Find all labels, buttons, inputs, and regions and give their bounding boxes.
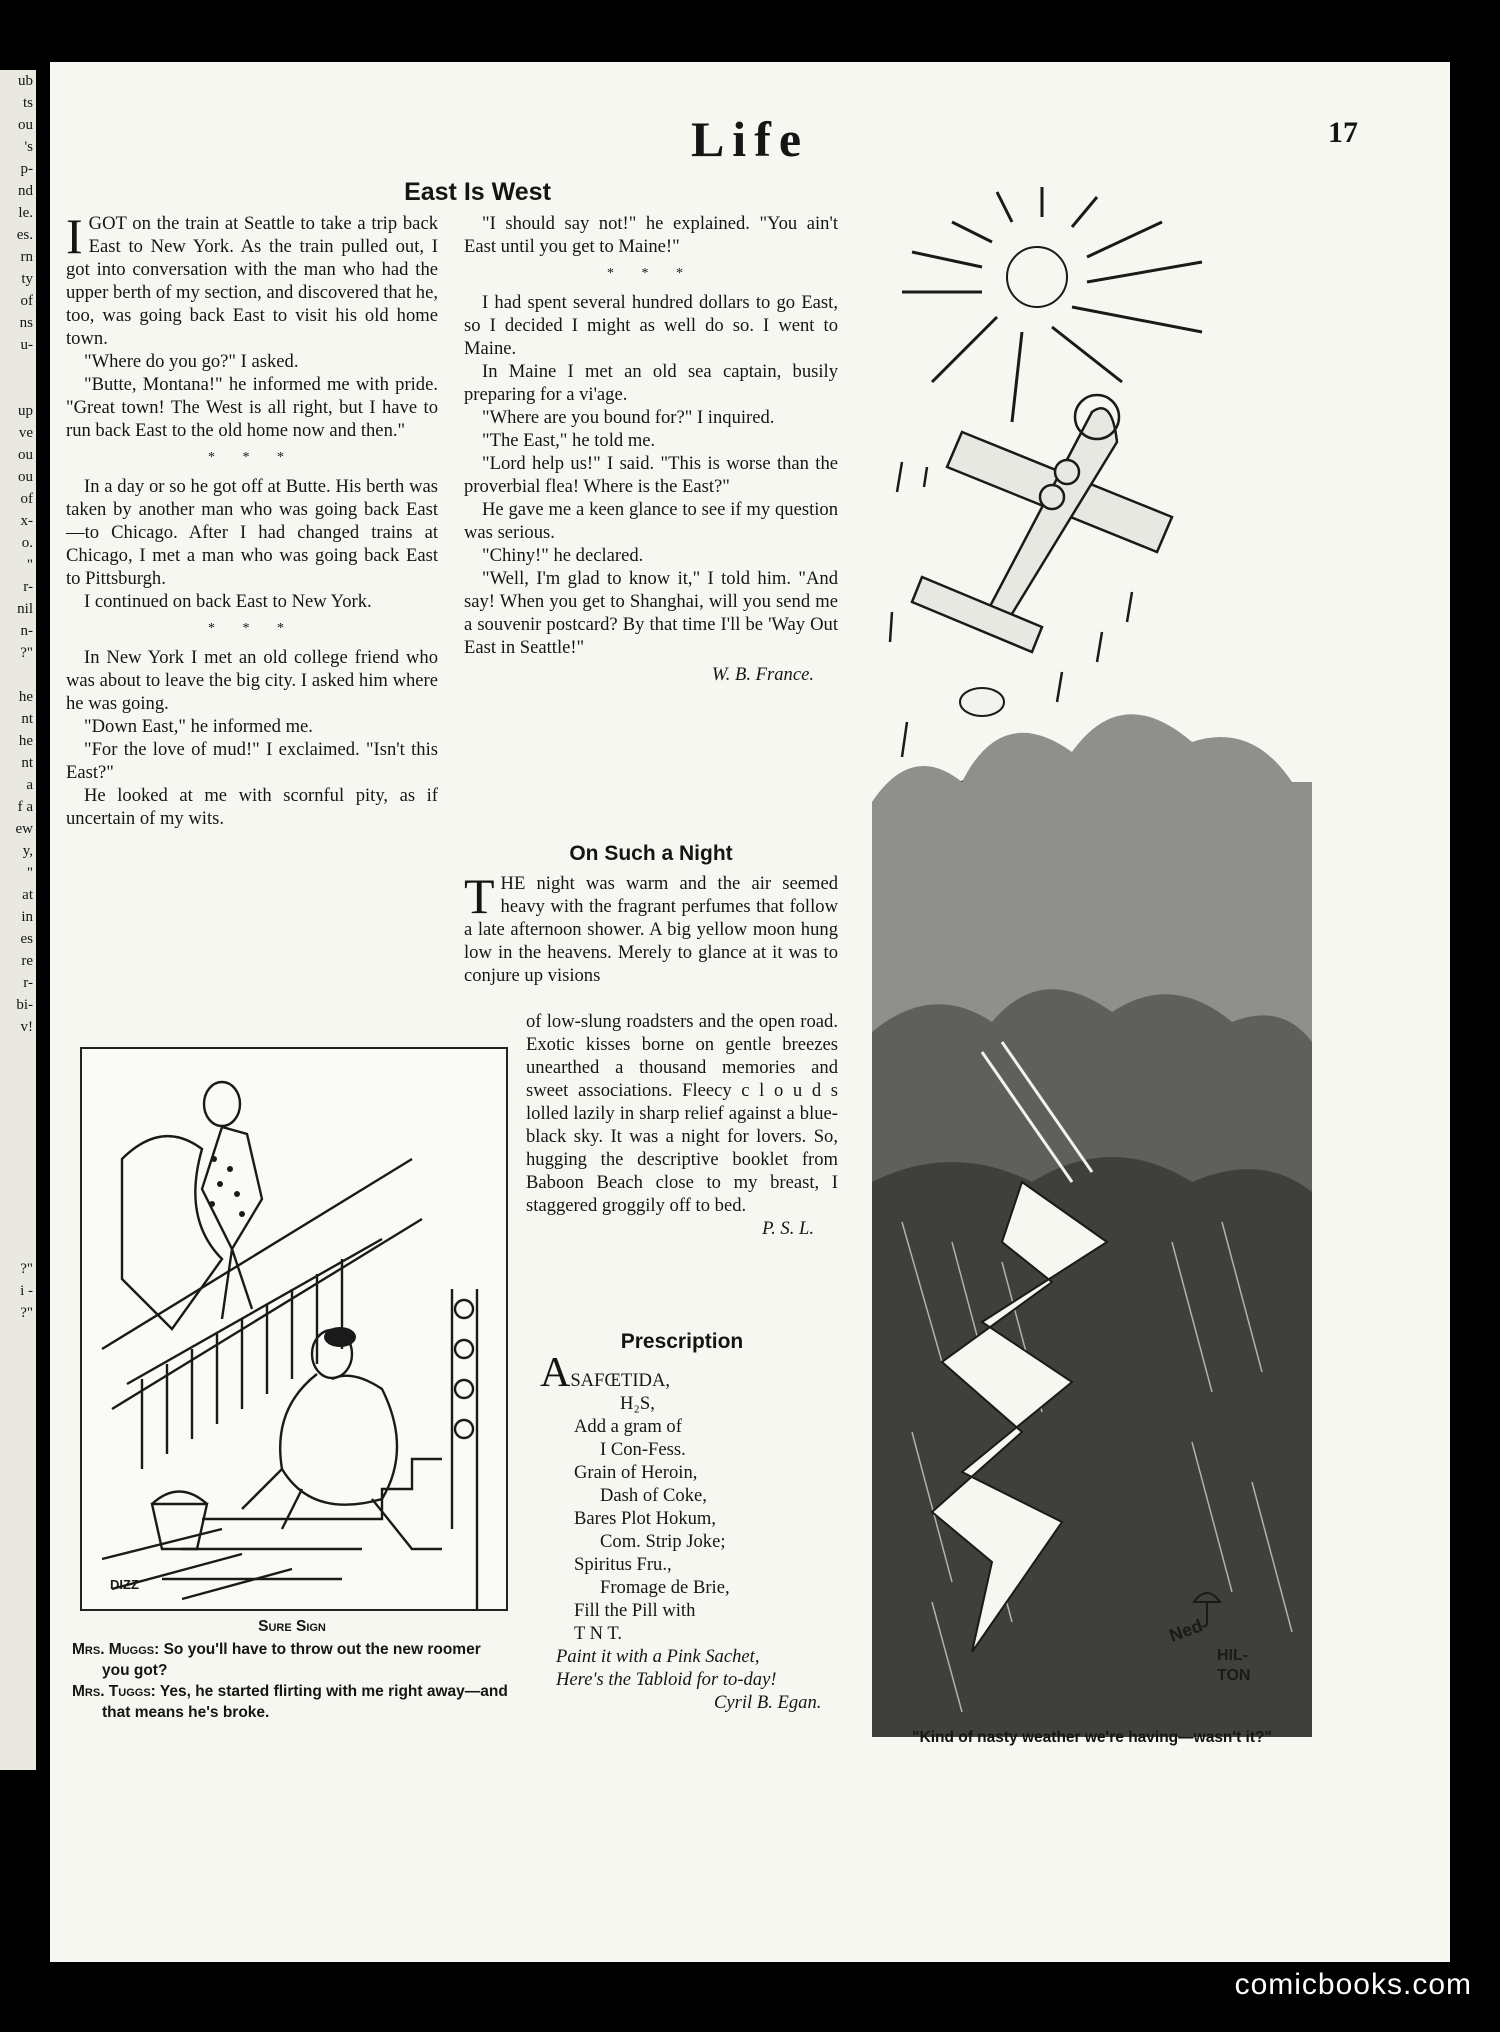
article-paragraph — [464, 498, 838, 544]
article-title-east-is-west: East Is West — [404, 178, 551, 206]
dropcap-a: A — [540, 1350, 571, 1396]
adjacent-page-fragment — [0, 664, 36, 686]
adjacent-page-fragment: he — [18, 689, 33, 705]
adjacent-page-fragment: ?" — [20, 645, 33, 661]
section-divider-stars: * * * — [208, 621, 296, 636]
adjacent-page-fragment: bi- — [16, 997, 33, 1013]
article-column-2 — [464, 212, 838, 686]
article-paragraph — [464, 429, 838, 452]
prescription-poem — [540, 1350, 864, 1714]
adjacent-page-fragment: ts — [22, 95, 33, 111]
paragraph-text: "Where do you go?" I asked. — [84, 351, 299, 372]
cartoon-sure-sign-caption — [72, 1616, 512, 1723]
adjacent-page-fragment: of — [20, 491, 33, 507]
paragraph-text: In New York I met an old college friend who was about to leave the big city. I asked him where he was going. — [66, 647, 438, 714]
paragraph-text: GOT on the train at Seattle to take a trip back East to New York. As the train pulled out, I got into conversation with the man who had the upper berth of my section, and discovered that he, too, was going back East to visit his old home town. — [66, 213, 438, 349]
adjacent-page-fragment: re — [21, 953, 33, 969]
caption-speaker: Mrs. Tuggs: — [72, 1683, 156, 1700]
article-paragraph — [66, 475, 438, 590]
caption-text: So you'll have to throw out the new roomer you got? — [102, 1641, 481, 1679]
adjacent-page-fragment: nd — [18, 183, 33, 199]
article-paragraph — [66, 715, 438, 738]
article-paragraph — [464, 452, 838, 498]
signature-cyril-egan: Cyril B. Egan. — [714, 1692, 822, 1713]
adjacent-page-fragment: at — [22, 887, 33, 903]
poem-line — [600, 1576, 864, 1599]
adjacent-page-fragment: y, — [22, 843, 33, 859]
dropcap-t: T — [464, 868, 495, 924]
adjacent-page-fragment: ou — [18, 469, 33, 485]
adjacent-page-fragment — [0, 1082, 36, 1104]
cartoon-nasty-weather-caption: "Kind of nasty weather we're having—wasn't it?" — [912, 1729, 1272, 1746]
adjacent-page-fragment — [0, 1214, 36, 1236]
adjacent-page-fragment: ty — [21, 271, 33, 287]
article-paragraph — [66, 646, 438, 715]
poem-line — [574, 1415, 864, 1438]
adjacent-page-fragment: he — [18, 733, 33, 749]
cartoon-nasty-weather-illustration — [872, 182, 1312, 1737]
poem-line-text: I Con-Fess. — [600, 1439, 686, 1460]
poem-line — [600, 1530, 864, 1553]
article-paragraph — [464, 291, 838, 360]
adjacent-page-fragment — [0, 1104, 36, 1126]
poem-line-text: Fromage de Brie, — [600, 1577, 730, 1598]
article-paragraph — [464, 406, 838, 429]
poem-line — [574, 1622, 864, 1645]
adjacent-page-fragment: x- — [20, 513, 33, 529]
article-on-such-a-night-bottom — [526, 1010, 838, 1240]
masthead-logo: Life — [690, 111, 810, 167]
adjacent-page-fragment — [0, 356, 36, 378]
section-divider-stars: * * * — [607, 266, 695, 281]
caption-speaker: Mrs. Muggs: — [72, 1641, 160, 1658]
paragraph-text: I continued on back East to New York. — [84, 591, 372, 612]
adjacent-page-fragment: es. — [16, 227, 33, 243]
cartoon-artist-signature: DIZZ — [110, 1577, 139, 1592]
article-on-such-a-night-top — [464, 868, 838, 987]
poem-line-text: Dash of Coke, — [600, 1485, 707, 1506]
poem-line — [574, 1507, 864, 1530]
adjacent-page-fragment: i - — [20, 1283, 33, 1299]
paragraph-text: "Down East," he informed me. — [84, 716, 313, 737]
article-column-1 — [66, 208, 438, 830]
article-paragraph — [66, 208, 438, 350]
cartoon-sure-sign — [80, 1047, 508, 1611]
adjacent-page-fragment: " — [26, 865, 33, 881]
paragraph-text: "For the love of mud!" I exclaimed. "Isn't this East?" — [66, 739, 438, 783]
poem-line-text: Com. Strip Joke; — [600, 1531, 726, 1552]
article-paragraph — [66, 373, 438, 442]
article-paragraph — [464, 544, 838, 567]
adjacent-page-fragment: v! — [20, 1019, 33, 1035]
poem-line — [574, 1599, 864, 1622]
adjacent-page-fragment: of — [20, 293, 33, 309]
paragraph-text: He gave me a keen glance to see if my question was serious. — [464, 499, 838, 543]
adjacent-page-fragment — [0, 1060, 36, 1082]
poem-italic-line: Here's the Tabloid for to-day! — [556, 1669, 777, 1690]
caption-title: Sure Sign — [258, 1618, 326, 1635]
adjacent-page-fragment — [0, 1126, 36, 1148]
adjacent-page-fragment: in — [21, 909, 33, 925]
adjacent-page-fragment: n- — [20, 623, 33, 639]
magazine-page — [50, 62, 1450, 1962]
article-paragraph — [66, 784, 438, 830]
poem-italic-line: Paint it with a Pink Sachet, — [556, 1646, 760, 1667]
adjacent-page-fragment: ve — [18, 425, 33, 441]
poem-line-text: Grain of Heroin, — [574, 1462, 698, 1483]
adjacent-page-fragment: ?" — [20, 1305, 33, 1321]
article-paragraph: of low-slung roadsters and the open road. Exotic kisses borne on gentle breezes unearthed a thousand memories and sweet associations. Fleecy c l o u d s lolled lazily in sharp relief against a blue-black sky. It was a night for lovers. So, hugging the descriptive booklet from Baboon Beach close to my breast, I staggered groggily off to bed. — [526, 1011, 838, 1216]
paragraph-text: "I should say not!" he explained. "You ain't East until you get to Maine!" — [464, 213, 838, 257]
adjacent-page-fragment: ou — [18, 117, 33, 133]
article-paragraph — [464, 212, 838, 258]
paragraph-text: In a day or so he got off at Butte. His berth was taken by another man who was going back East—to Chicago. After I had changed trains at Chicago, I met a man who was going back East to Pittsburgh. — [66, 476, 438, 589]
article-title-prescription: Prescription — [620, 1330, 744, 1353]
article-paragraph: HE night was warm and the air seemed heavy with the fragrant perfumes that follow a late afternoon shower. A big yellow moon hung low in the heavens. Merely to glance at it was to conjure up visions — [464, 873, 838, 986]
adjacent-page-fragment: es — [20, 931, 33, 947]
adjacent-page-fragment: ?" — [20, 1261, 33, 1277]
cartoon-artist-signature-ton: TON — [1217, 1667, 1251, 1684]
adjacent-page-fragment — [0, 1170, 36, 1192]
article-paragraph — [66, 590, 438, 613]
adjacent-page-fragment — [0, 1192, 36, 1214]
paragraph-text: In Maine I met an old sea captain, busily preparing for a vi'age. — [464, 361, 838, 405]
article-paragraph — [464, 360, 838, 406]
adjacent-page-fragment: " — [26, 557, 33, 573]
adjacent-page-fragment — [0, 378, 36, 400]
cartoon-artist-signature-ned: Ned — [1166, 1615, 1206, 1646]
adjacent-page-fragment: nt — [21, 711, 33, 727]
caption-line-mrs-muggs — [72, 1639, 512, 1681]
poem-line-text: Spiritus Fru., — [574, 1554, 672, 1575]
poem-line — [574, 1461, 864, 1484]
adjacent-page-fragment: f a — [17, 799, 33, 815]
paragraph-text: "Where are you bound for?" I inquired. — [482, 407, 775, 428]
adjacent-page-fragment: nil — [17, 601, 33, 617]
poem-line-text: H₂S, — [620, 1393, 655, 1414]
cartoon-sure-sign-illustration — [82, 1049, 506, 1609]
poem-line — [540, 1350, 864, 1396]
paragraph-text: He looked at me with scornful pity, as if uncertain of my wits. — [66, 785, 438, 829]
paragraph-text: "Lord help us!" I said. "This is worse than the proverbial flea! Where is the East?" — [464, 453, 838, 497]
paragraph-text: I had spent several hundred dollars to go East, so I decided I might as well do so. I went to Maine. — [464, 292, 838, 359]
watermark-comicbooks: comicbooks.com — [1234, 1968, 1472, 2001]
signature-wb-france: W. B. France. — [711, 664, 814, 685]
poem-line-text: Bares Plot Hokum, — [574, 1508, 717, 1529]
poem-line-text: T N T. — [574, 1623, 623, 1644]
adjacent-page-fragment: r- — [23, 579, 33, 595]
paragraph-text: "Butte, Montana!" he informed me with pride. "Great town! The West is all right, but I have to run back East to the old home now and then." — [66, 374, 438, 441]
adjacent-page-fragment: o. — [21, 535, 33, 551]
adjacent-page-fragment: ew — [15, 821, 33, 837]
poem-line — [574, 1553, 864, 1576]
poem-line — [600, 1438, 864, 1461]
section-divider-stars: * * * — [208, 450, 296, 465]
adjacent-page-fragment: ou — [18, 447, 33, 463]
paragraph-text: "The East," he told me. — [482, 430, 656, 451]
adjacent-page-fragment — [0, 1236, 36, 1258]
dropcap-i: I — [66, 208, 83, 264]
adjacent-page-fragment: ns — [19, 315, 33, 331]
article-paragraph — [66, 350, 438, 373]
adjacent-page-fragment — [0, 1038, 36, 1060]
poem-line-text: SAFŒTIDA, — [570, 1370, 671, 1391]
poem-line-text: Fill the Pill with — [574, 1600, 696, 1621]
adjacent-page-fragment: p- — [20, 161, 33, 177]
adjacent-page-fragment: 's — [24, 139, 33, 155]
adjacent-page-fragment: r- — [23, 975, 33, 991]
paragraph-text: "Chiny!" he declared. — [482, 545, 644, 566]
adjacent-page-fragment: a — [26, 777, 33, 793]
poem-line-text: Add a gram of — [574, 1416, 682, 1437]
caption-text: Yes, he started flirting with me right away—and that means he's broke. — [102, 1683, 508, 1721]
article-paragraph — [464, 567, 838, 659]
adjacent-page-fragment: u- — [20, 337, 33, 353]
article-title-on-such-a-night: On Such a Night — [569, 842, 733, 865]
page-number: 17 — [1328, 116, 1358, 149]
adjacent-page-fragment: rn — [20, 249, 33, 265]
poem-line — [600, 1484, 864, 1507]
caption-line-mrs-tuggs — [72, 1681, 512, 1723]
adjacent-page-fragment: ub — [18, 73, 33, 89]
cartoon-artist-signature-hil: HIL- — [1217, 1647, 1249, 1664]
cartoon-nasty-weather — [872, 182, 1312, 1737]
adjacent-page-strip — [0, 70, 36, 1770]
adjacent-page-fragment: up — [18, 403, 33, 419]
poem-line — [620, 1392, 864, 1415]
adjacent-page-fragment — [0, 1148, 36, 1170]
paragraph-text: "Well, I'm glad to know it," I told him. "And say! When you get to Shanghai, will you send me a souvenir postcard? By that time I'll be 'Way Out East in Seattle!" — [464, 568, 838, 658]
signature-psl: P. S. L. — [762, 1218, 814, 1239]
article-paragraph — [66, 738, 438, 784]
adjacent-page-fragment: nt — [21, 755, 33, 771]
adjacent-page-fragment: le. — [18, 205, 33, 221]
